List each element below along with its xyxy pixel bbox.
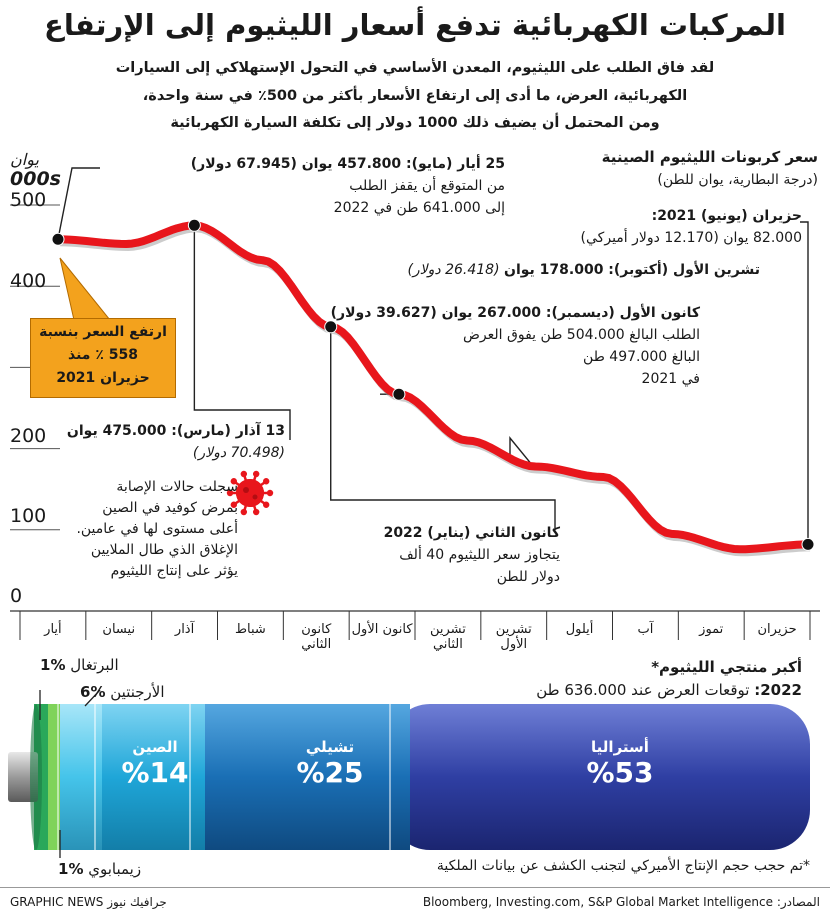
source-note: المصادر: Bloomberg, Investing.com, S&P Global Market Intelligence bbox=[422, 895, 820, 909]
month-label: آذار bbox=[174, 622, 195, 637]
month-label: كانون الثاني bbox=[301, 622, 332, 652]
y-tick-label: 200 bbox=[10, 425, 47, 447]
segment-label-australia: أستراليا %53 bbox=[586, 738, 654, 789]
annotation-october: تشرين الأول (أكتوبر): 178.000 يوان (26.418 دولار) bbox=[407, 262, 760, 278]
leader-may bbox=[58, 168, 100, 239]
producers-footnote: *تم حجب حجم الإنتاج الأميركي لتجنب الكشف عن بيانات الملكية bbox=[436, 858, 810, 874]
subtitle-line-2: الكهربائية، العرض، ما أدى إلى ارتفاع الأسعار بأكثر من 500٪ في سنة واحدة، bbox=[142, 88, 688, 104]
price-increase-badge: ارتفع السعر بنسبة 558 ٪ منذ حزيران 2021 bbox=[30, 318, 176, 398]
annotation-june: حزيران (يونيو) 2021: 82.000 يوان (12.170 دولار أميركي) bbox=[580, 208, 802, 246]
segment-label-portugal: البرتغال %1 bbox=[40, 656, 119, 674]
month-label: تشرين الأول bbox=[495, 622, 532, 652]
annotation-december: كانون الأول (ديسمبر): 267.000 يوان (39.627 دولار) الطلب البالغ 504.000 طن يفوق العرض البالغ 497.000 طن في 2021 bbox=[330, 305, 700, 387]
subtitle-line-3: ومن المحتمل أن يضيف ذلك 1000 دولار إلى تكلفة السيارة الكهربائية bbox=[170, 115, 660, 131]
chart-subtitle: (درجة البطارية، يوان للطن) bbox=[657, 172, 818, 188]
month-label: آب bbox=[637, 622, 654, 637]
month-label: تموز bbox=[699, 622, 724, 637]
annotation-covid: سجلت حالات الإصابة بمرض كوفيد في الصين أعلى مستوى لها في عامين. الإغلاق الذي طال الملايين يؤثر على إنتاج الليثيوم bbox=[76, 479, 238, 579]
month-label: أيار bbox=[44, 622, 62, 637]
month-label: شباط bbox=[235, 622, 266, 637]
month-label: تشرين الثاني bbox=[429, 622, 466, 652]
producers-note: 2022: توقعات العرض عند 636.000 طن bbox=[536, 681, 802, 699]
y-tick-label: 500 bbox=[10, 189, 47, 211]
marker-june-2021 bbox=[802, 538, 814, 550]
segment-label-argentina: الأرجنتين %6 bbox=[80, 683, 165, 701]
annotation-may: 25 أيار (مايو): 457.800 يوان (67.945 دولار) من المتوقع أن يقفز الطلب إلى 641.000 طن في 2022 bbox=[190, 156, 505, 216]
y-unit-label: يوان bbox=[10, 150, 39, 169]
segment-label-zimbabwe: زيمبابوي %1 bbox=[58, 860, 142, 878]
month-label: أيلول bbox=[565, 622, 594, 637]
annotation-march: 13 آذار (مارس): 475.000 يوان (70.498 دولار) bbox=[66, 423, 285, 461]
footer-divider bbox=[0, 887, 830, 888]
leader-june bbox=[800, 222, 808, 544]
annotation-january: كانون الثاني (يناير) 2022 يتجاوز سعر الليثيوم 40 ألف دولار للطن bbox=[383, 525, 560, 585]
month-label: نيسان bbox=[102, 622, 136, 637]
credit: جرافيك نيوز GRAPHIC NEWS bbox=[10, 895, 167, 909]
month-label: حزيران bbox=[757, 622, 797, 637]
chart-title: سعر كربونات الليثيوم الصينية bbox=[601, 148, 818, 166]
y-tick-label: 100 bbox=[10, 505, 47, 527]
subtitle-line-1: لقد فاق الطلب على الليثيوم، المعدن الأساسي في التحول الإستهلاكي إلى السيارات bbox=[115, 60, 715, 76]
marker-may bbox=[52, 233, 64, 245]
segment-label-china: الصين %14 bbox=[121, 738, 189, 789]
segment-label-chile: تشيلي %25 bbox=[296, 738, 364, 789]
y-unit-scale: 000s bbox=[10, 168, 61, 190]
y-tick-label: 0 bbox=[10, 585, 23, 607]
producers-title: أكبر منتجي الليثيوم* bbox=[651, 658, 802, 676]
page-title: المركبات الكهربائية تدفع أسعار الليثيوم إلى الإرتفاع bbox=[44, 8, 786, 42]
month-label: كانون الأول bbox=[351, 622, 413, 637]
y-tick-label: 400 bbox=[10, 270, 47, 292]
marker-march bbox=[188, 219, 200, 231]
badge-pointer bbox=[60, 258, 110, 320]
